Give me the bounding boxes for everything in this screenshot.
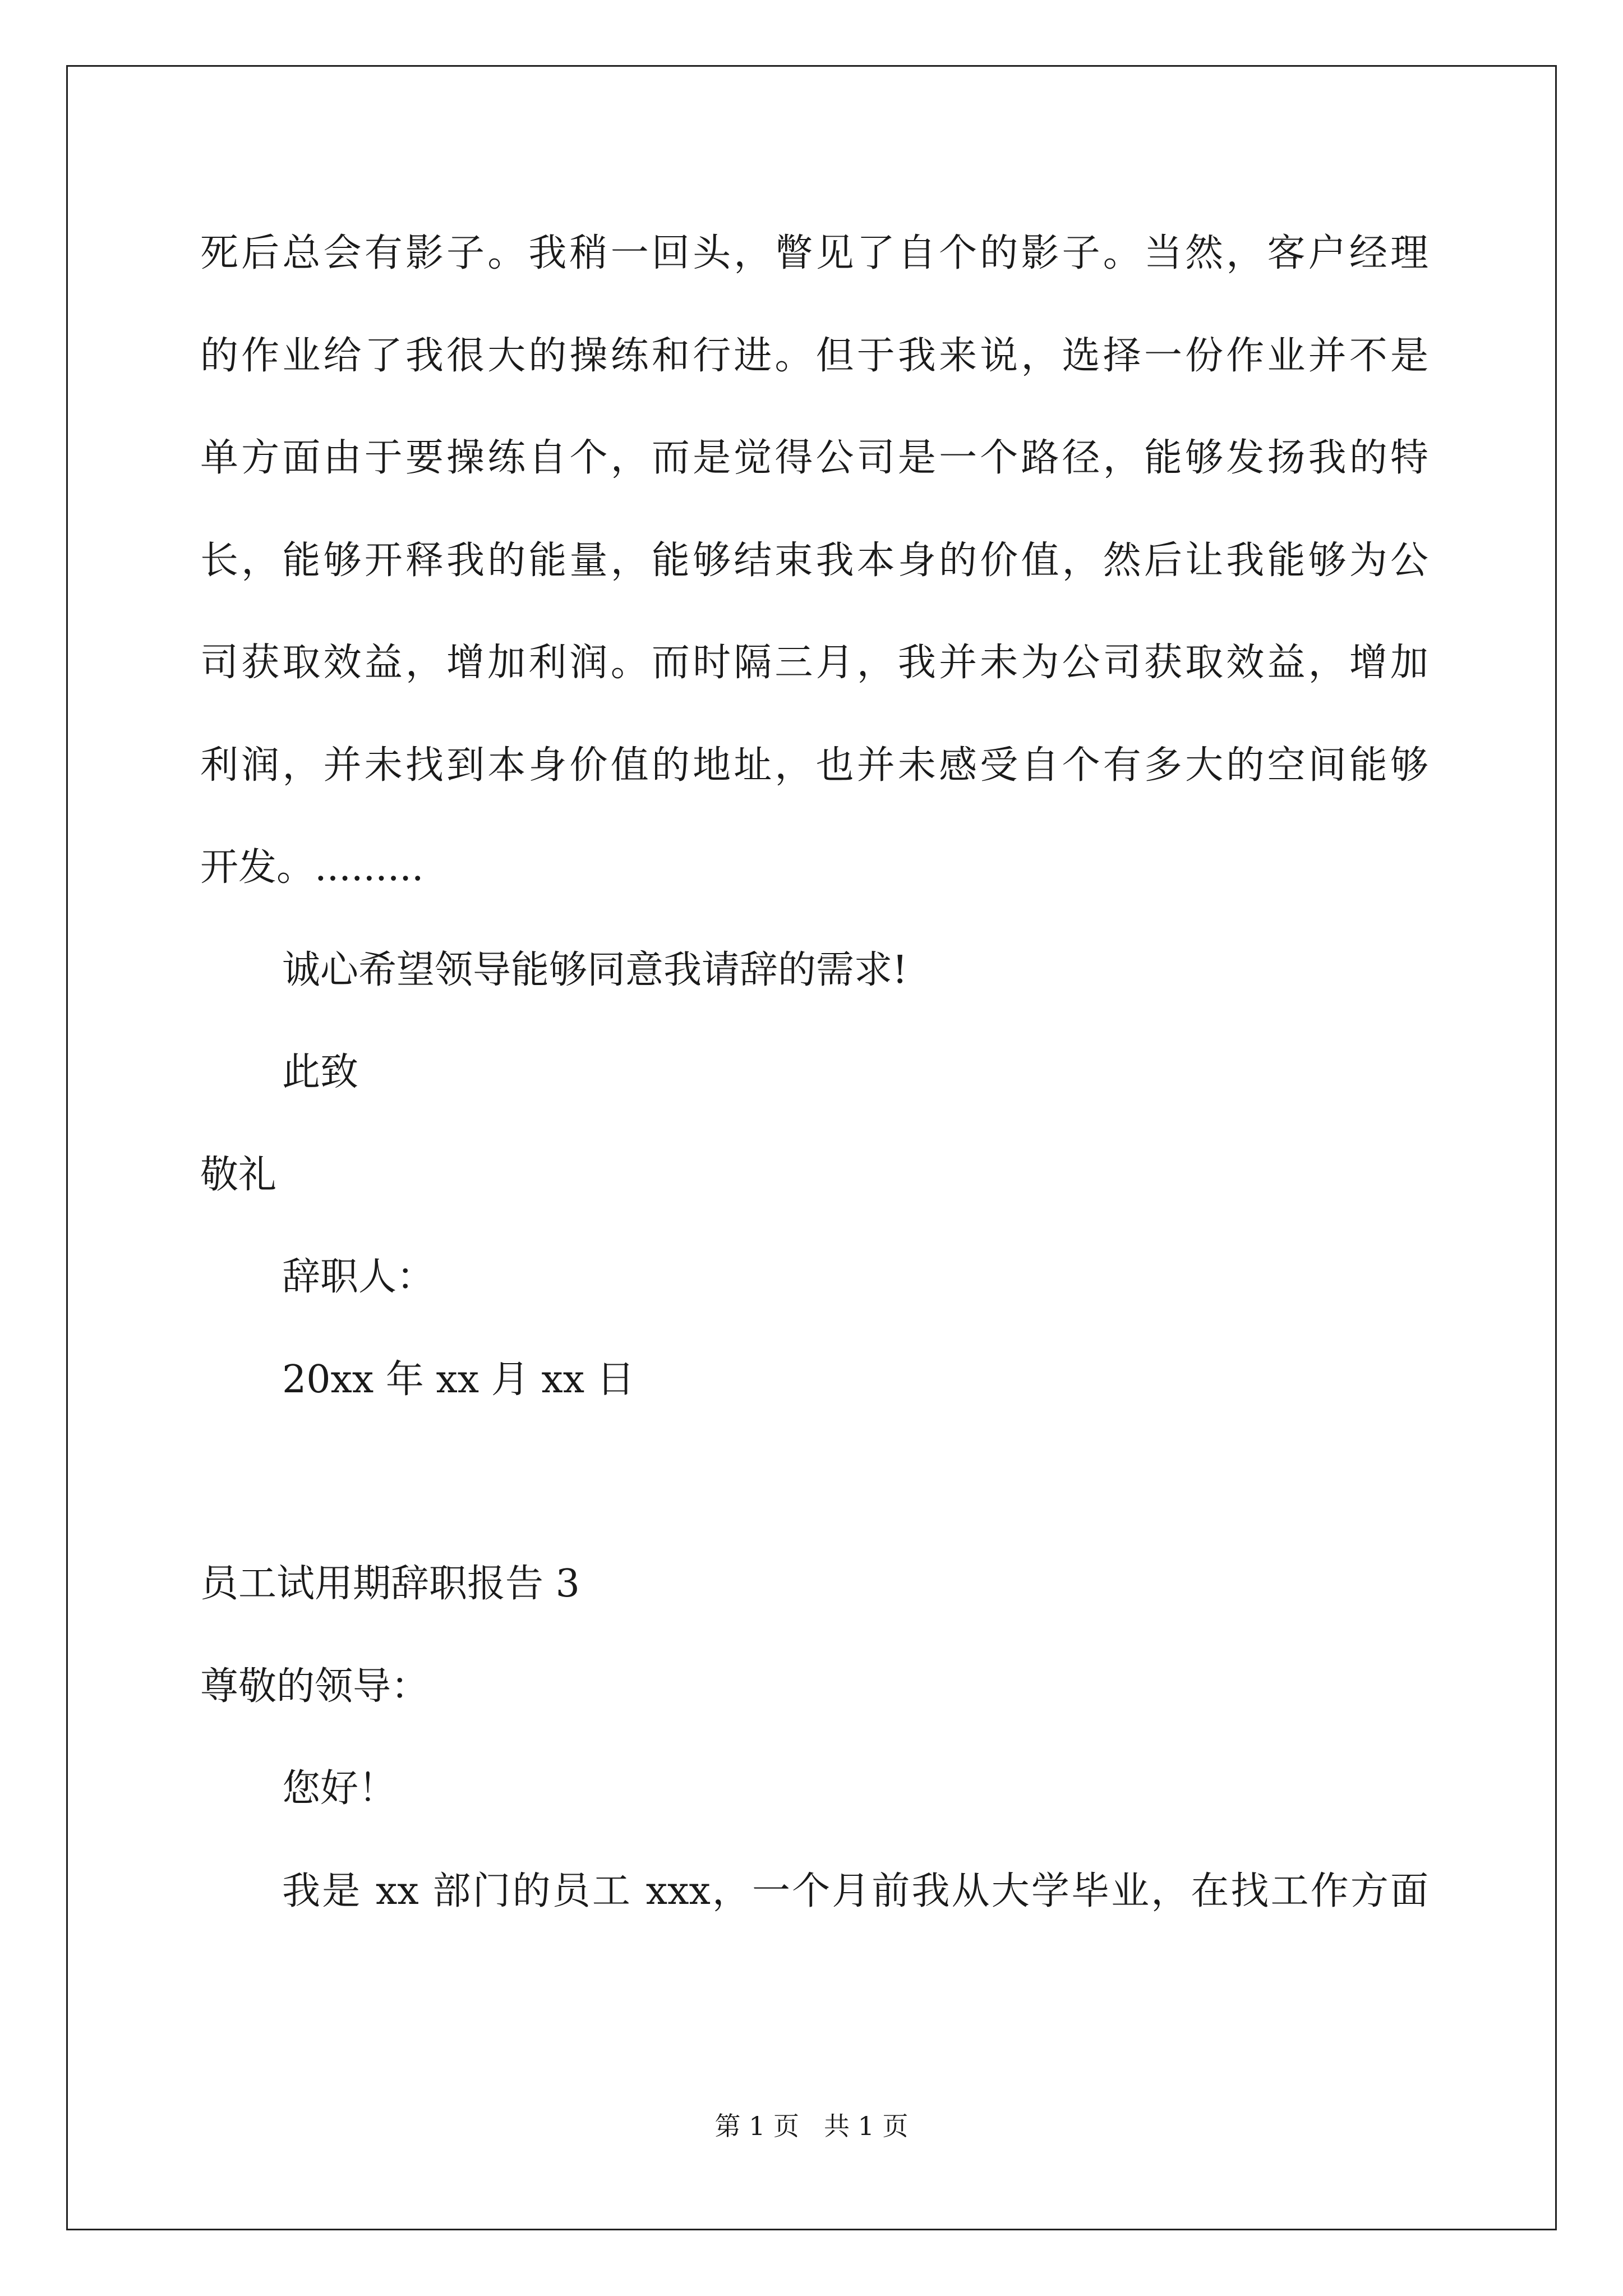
document-body [200, 220, 1428, 1960]
request-line: 诚心希望领导能够同意我请辞的需求! [282, 947, 908, 992]
closing-regards: 敬礼 [200, 1152, 277, 1197]
section-title: 员工试用期辞职报告 3 [200, 1562, 580, 1606]
paragraph-line: 我是 xx 部门的员工 xxx，一个月前我从大学毕业，在找工作方面 [282, 1869, 1428, 1913]
paragraph-line: 开发。......... [200, 845, 424, 890]
page-number: 第 1 页 [714, 2111, 799, 2141]
page-footer [0, 2109, 1623, 2143]
paragraph-line: 的作业给了我很大的操练和行进。但于我来说，选择一份作业并不是 [200, 333, 1428, 378]
paragraph-line: 单方面由于要操练自个，而是觉得公司是一个路径，能够发扬我的特 [200, 436, 1428, 480]
paragraph-line: 司获取效益，增加利润。而时隔三月，我并未为公司获取效益，增加 [200, 641, 1428, 685]
date-line: 20xx 年 xx 月 xx 日 [282, 1357, 635, 1402]
closing-salutation: 此致 [282, 1050, 359, 1094]
paragraph-line: 死后总会有影子。我稍一回头，瞥见了自个的影子。当然，客户经理 [200, 231, 1428, 275]
paragraph-line: 利润，并未找到本身价值的地址，也并未感受自个有多大的空间能够 [200, 743, 1428, 788]
greeting: 您好！ [282, 1766, 397, 1811]
signature-label: 辞职人： [282, 1255, 435, 1299]
greeting-recipient: 尊敬的领导： [200, 1664, 430, 1709]
page-total: 共 1 页 [824, 2111, 909, 2141]
paragraph-line: 长，能够开释我的能量，能够结束我本身的价值，然后让我能够为公 [200, 538, 1428, 583]
